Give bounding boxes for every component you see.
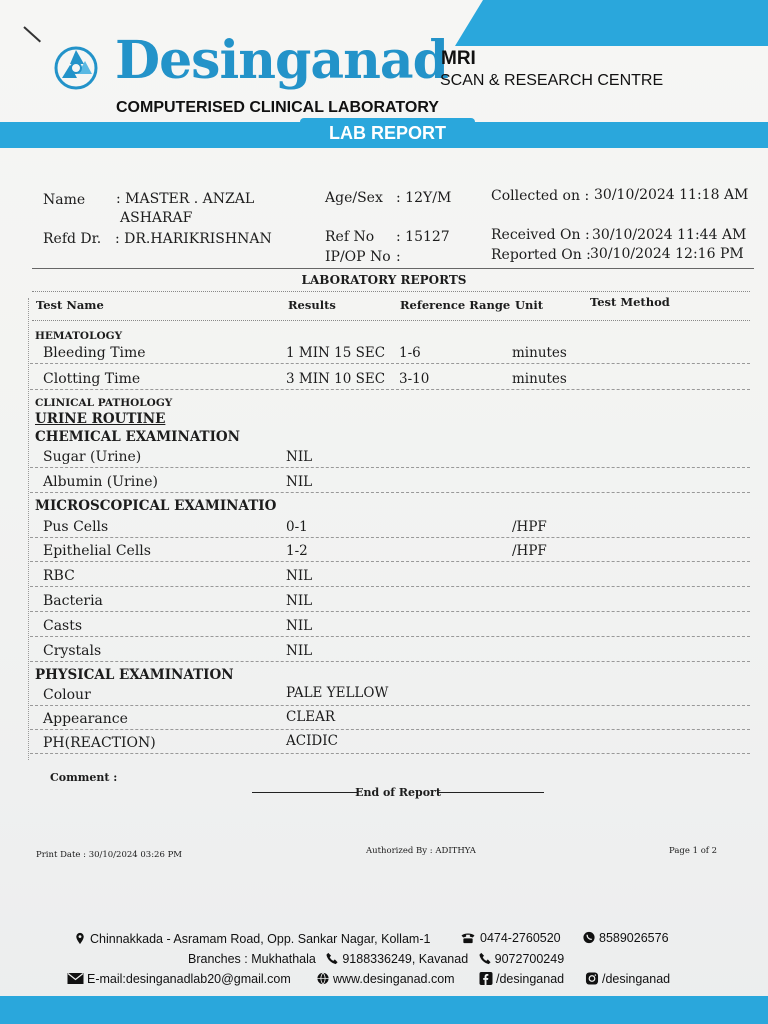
table-row [30, 730, 750, 754]
col-results: Results [288, 298, 336, 312]
info-divider [32, 268, 754, 269]
table-row [30, 588, 750, 612]
footer-whatsapp-line [582, 931, 669, 945]
footer-website-line [316, 972, 455, 986]
test-name: Colour [43, 687, 91, 703]
footer-website: www.desinganad.com [333, 972, 455, 986]
footer-band [0, 996, 768, 1024]
col-test-name: Test Name [36, 298, 104, 312]
footer-email-line [67, 972, 291, 986]
footer-instagram-line [585, 972, 670, 986]
footer-facebook-line [479, 972, 564, 986]
footer-branch-phone2: 9072700249 [494, 952, 565, 966]
reported-label: Reported On : [491, 247, 591, 263]
test-name: Pus Cells [43, 519, 109, 535]
footer-phone: 0474-2760520 [480, 931, 561, 945]
table-row [30, 613, 750, 637]
table-row [30, 538, 750, 562]
brand-mri: MRI [441, 48, 476, 69]
refno-label: Ref No [325, 229, 375, 245]
ipop-label: IP/OP No [325, 249, 391, 265]
name-label: Name [43, 192, 86, 208]
test-name: Epithelial Cells [43, 543, 151, 559]
test-result: NIL [286, 449, 313, 465]
brand-name: Desinganad [115, 30, 448, 91]
refd-label: Refd Dr. [43, 231, 102, 247]
urine-routine-heading: URINE ROUTINE [35, 411, 166, 427]
chemical-heading: CHEMICAL EXAMINATION [35, 429, 241, 445]
col-test-method: Test Method [590, 295, 670, 309]
footer-branch-phone1: 9188336249, Kavanad [342, 952, 469, 966]
table-row [30, 682, 750, 706]
phone-icon [478, 952, 492, 965]
brand-subtitle: SCAN & RESEARCH CENTRE [440, 72, 664, 89]
agesex-label: Age/Sex [325, 190, 383, 206]
test-result: NIL [286, 474, 313, 490]
test-result: 1 MIN 15 SEC [286, 345, 386, 361]
test-reference: 1-6 [399, 345, 421, 361]
table-row [30, 706, 750, 730]
test-name: Sugar (Urine) [43, 449, 142, 465]
test-result: NIL [286, 643, 313, 659]
footer-phone-line [459, 931, 561, 945]
header-band-cut [455, 0, 483, 46]
facebook-icon [479, 972, 493, 985]
footer-whatsapp: 8589026576 [599, 931, 669, 945]
footer-email: E-mail:desinganadlab20@gmail.com [87, 972, 291, 986]
reported-value: 30/10/2024 12:16 PM [590, 246, 744, 262]
test-result: 3 MIN 10 SEC [286, 371, 386, 387]
report-title: LAB REPORT [300, 118, 475, 148]
test-unit: minutes [512, 371, 567, 387]
test-name: Casts [43, 618, 83, 634]
table-row [30, 469, 750, 493]
test-result: ACIDIC [286, 733, 338, 749]
received-label: Received On : [491, 227, 590, 243]
header-divider [32, 320, 750, 321]
test-name: Appearance [43, 711, 128, 727]
col-reference-range: Reference Range [400, 298, 511, 312]
test-name: PH(REACTION) [43, 735, 156, 751]
name-value-line2: ASHARAF [120, 210, 193, 226]
col-unit: Unit [515, 298, 544, 312]
test-unit: /HPF [512, 543, 547, 559]
name-value-line1: : MASTER . ANZAL [116, 191, 255, 207]
test-result: NIL [286, 593, 313, 609]
page-number: Page 1 of 2 [669, 846, 718, 856]
authorized-by: Authorized By : ADITHYA [366, 846, 476, 856]
whatsapp-icon [582, 931, 596, 944]
email-icon [67, 972, 84, 985]
section-title: LABORATORY REPORTS [301, 273, 467, 287]
pen-mark [23, 26, 41, 42]
refd-value: : DR.HARIKRISHNAN [115, 231, 272, 247]
test-name: Bleeding Time [43, 345, 146, 361]
test-result: 1-2 [286, 543, 308, 559]
test-name: Albumin (Urine) [43, 474, 158, 490]
microscopical-heading: MICROSCOPICAL EXAMINATIO [35, 498, 277, 514]
table-row [30, 340, 750, 364]
test-name: Clotting Time [43, 371, 141, 387]
telephone-icon [459, 931, 477, 944]
table-row [30, 366, 750, 390]
phone-icon [325, 952, 339, 965]
agesex-value: : 12Y/M [396, 190, 452, 206]
footer-branches-line [188, 952, 564, 966]
footer-address: Chinnakkada - Asramam Road, Opp. Sankar Nagar, Kollam-1 [90, 932, 431, 946]
test-result: PALE YELLOW [286, 685, 389, 701]
test-reference: 3-10 [399, 371, 430, 387]
collected-value: 30/10/2024 11:18 AM [594, 187, 749, 203]
footer-instagram: /desinganad [602, 972, 671, 986]
collected-label: Collected on : [491, 188, 590, 204]
footer-address-line [73, 932, 430, 946]
comment-label: Comment : [50, 771, 118, 784]
test-name: Crystals [43, 643, 102, 659]
location-pin-icon [73, 932, 87, 945]
test-result: NIL [286, 568, 313, 584]
hematology-heading: HEMATOLOGY [35, 330, 123, 342]
test-result: 0-1 [286, 519, 308, 535]
clinical-pathology-heading: CLINICAL PATHOLOGY [35, 397, 173, 409]
test-name: Bacteria [43, 593, 103, 609]
refno-value: : 15127 [396, 229, 450, 245]
globe-icon [316, 972, 330, 985]
dotted-divider [32, 291, 750, 292]
test-result: NIL [286, 618, 313, 634]
test-name: RBC [43, 568, 75, 584]
end-of-report: End of Report [355, 786, 441, 799]
table-row [30, 638, 750, 662]
test-unit: /HPF [512, 519, 547, 535]
instagram-icon [585, 972, 599, 985]
header-top-band [455, 0, 768, 46]
brand-lab-title: COMPUTERISED CLINICAL LABORATORY [116, 99, 439, 116]
print-date: Print Date : 30/10/2024 03:26 PM [36, 850, 183, 860]
table-row [30, 563, 750, 587]
logo-icon [50, 44, 102, 92]
ipop-value: : [396, 249, 401, 265]
physical-heading: PHYSICAL EXAMINATION [35, 667, 234, 683]
left-border [28, 298, 29, 760]
footer-facebook: /desinganad [496, 972, 565, 986]
table-row [30, 514, 750, 538]
table-row [30, 444, 750, 468]
test-result: CLEAR [286, 709, 336, 725]
received-value: 30/10/2024 11:44 AM [592, 227, 747, 243]
test-unit: minutes [512, 345, 567, 361]
footer-branches: Branches : Mukhathala [188, 952, 316, 966]
